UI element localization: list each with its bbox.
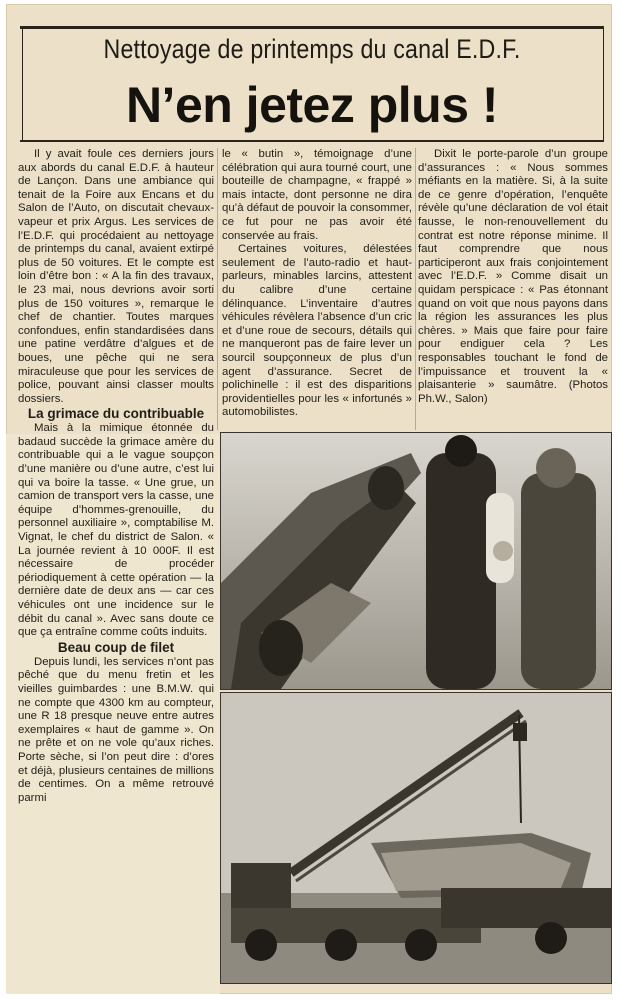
article-column-3 xyxy=(418,148,608,430)
paragraph: Mais à la mimique étonnée du badaud succède la grimace amère du contribuable qui a le vague soupçon d’une manière ou d’une autre, c’est lui qui va boire la tasse. « Une grue, un camion de transport vers la casse, une équipe d’hommes-grenouille, du personnel auxiliaire », comptabilise M. Vignat, le chef du district de Salon. « La journée revient à 10 000F. Il est nécessaire de procéder périodiquement à cette opération — la dernière date de deux ans — car ces véhicules ont une incidence sur le débit du canal ». Avec sans doute ce que ça entraîne comme coûts induits. xyxy=(18,422,214,639)
paragraph: Depuis lundi, les services n’ont pas pêché que du menu fretin et les vieilles guimbardes : une B.M.W. qui ne compte que 4300 km au compteur, une R 18 presque neuve entre autres exemplaires « haut de gamme ». On ne prête et on ne vole qu’aux riches. Porte sèche, si l’on peut dire : d’ores et déjà, plusieurs centaines de millions de centimes. On a même retrouvé parmi xyxy=(18,655,214,804)
headline-bottom-rule xyxy=(20,140,604,142)
photo-crane-lifting-car xyxy=(220,692,612,984)
subheading: Beau coup de filet xyxy=(57,639,175,655)
photo-crane-image xyxy=(221,693,611,983)
main-headline: N’en jetez plus ! xyxy=(125,77,499,133)
newspaper-clipping xyxy=(6,4,612,994)
subheading: La grimace du contribuable xyxy=(27,406,205,422)
article-column-1 xyxy=(18,148,214,988)
kicker-title: Nettoyage de printemps du canal E.D.F. xyxy=(103,34,521,64)
photo-divers-image xyxy=(221,433,611,689)
top-rule xyxy=(20,26,604,29)
left-frame-rule xyxy=(22,26,23,140)
right-frame-rule xyxy=(603,26,604,140)
paragraph: le « butin », témoignage d’une célébration qui aura tourné court, une bouteille de champagne, « frappé » mais intacte, dont personne ne dira qu’à défaut de pouvoir la consommer, ce fut pour ne pas avoir été conservée au frais. xyxy=(222,148,412,242)
column-divider xyxy=(217,148,218,430)
photo-divers-with-car xyxy=(220,432,612,690)
paragraph: Dixit le porte-parole d’un groupe d’assurances : « Nous sommes méfiants en la matière. Si, à la suite de ce genre d’opération, l’enquête révèle qu’une déclaration de vol était fausse, le non-renouvellement du contrat est notre réponse minime. Il faut comprendre que nous participeront aux frais conjointement avec l’E.D.F. » Comme disait un quidam perspicace : « Pas étonnant quand on voit que nous payons dans la région les assurances les plus chères. » Mais que faire pour faire pour endiguer cela ? Les responsables touchant le fond de l’impuissance et trouvent la « plaisanterie » saumâtre. (Photos Ph.W., Salon) xyxy=(418,148,608,405)
paragraph: Certaines voitures, délestées seulement de l’auto-radio et haut-parleurs, minables larcins, attestent du calibre d’une certaine délinquance. L’inventaire d’autres véhicules révèlera l’absence d’un cric et d’une roue de secours, détails qui ne manqueront pas de faire lever un sourcil soupçonneux de plus d’un agent d’assurance. Secret de polichinelle : il est des disparitions providentielles pour les « infortunés » automobilistes. xyxy=(222,243,412,419)
column-divider xyxy=(415,148,416,430)
paragraph: Il y avait foule ces derniers jours aux abords du canal E.D.F. à hauteur de Lançon. Dans une ambiance qui tenait de la Foire aux Encans et du Salon de l’Auto, on discutait chevaux-vapeur et prix Argus. Les services de l’E.D.F. qui procédaient au nettoyage de printemps du canal, avaient extirpé plus de 50 voitures. Et le compte est loin d’être bon : « A la fin des travaux, le 23 mai, nous devrions avoir sorti plus de 150 voitures », remarque le chef de chantier. Toutes marques confondues, enfin standardisées dans une patine verdâtre d’algues et de boues, une pêche qui ne sera miraculeuse que pour les services de police, pouvant ainsi classer moults dossiers. xyxy=(18,148,214,405)
article-column-2 xyxy=(222,148,412,430)
